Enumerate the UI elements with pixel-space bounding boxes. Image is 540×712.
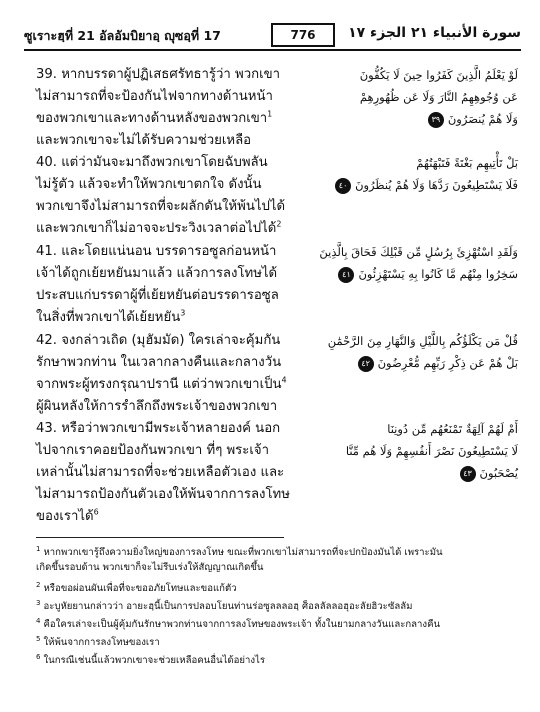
footnote-4 xyxy=(36,617,506,632)
verse-number: 43. xyxy=(36,421,57,436)
arabic-line: بَلْ هُمْ عَن ذِكْرِ رَبِّهِم مُّعْرِضُونَ xyxy=(377,356,518,370)
footnote-text: อะบูหัยยานกล่าวว่า อายะฮฺนี้เป็นการปลอบโยนท่านร่อซูลลลอฮฺ ศ็อลลัลลอฮุอะลัยฮิวะซัลลัม xyxy=(43,601,413,612)
verse-line: จงกล่าวเถิด (มุฮัมมัด) ใครเล่าจะคุ้มกัน xyxy=(61,333,281,348)
chapter-heading-arabic: سورة الأنبياء ٢١ الجزء ١٧ xyxy=(348,25,521,41)
verse-line: หรือว่าพวกเขามีพระเจ้าหลายองค์ นอก xyxy=(61,421,281,436)
verse-line: ผู้ผินหลังให้การรำลึกถึงพระเจ้าของพวกเขา xyxy=(36,399,278,414)
verse-line: พวกเขาจึงไม่สามารถที่จะผลักดันให้พ้นไปได้ xyxy=(36,199,286,214)
footnote-ref: 2 xyxy=(276,219,282,229)
arabic-line: لَوْ يَعْلَمُ الَّذِينَ كَفَرُوا حِينَ لَا يَكُفُّونَ xyxy=(359,68,518,82)
verse-number: 41. xyxy=(36,244,57,259)
footnote-6 xyxy=(36,653,506,668)
verse-line: ในสิ่งที่พวกเขาได้เย้ยหยัน xyxy=(36,310,181,325)
verse-40-arabic xyxy=(308,152,518,196)
verse-43-arabic xyxy=(308,418,518,484)
verse-line: ไม่รู้ตัว แล้วจะทำให้พวกเขาตกใจ ดังนั้น xyxy=(36,177,262,192)
footnote-text: เกิดขึ้นรอบด้าน พวกเขาก็จะไม่รีบเร่งให้สัญญาณเกิดขึ้น xyxy=(36,562,264,573)
footnote-separator xyxy=(36,537,284,538)
page-header xyxy=(24,23,521,49)
arabic-line: لَا يَسْتَطِيعُونَ نَصْرَ أَنفُسِهِمْ وَلَا هُم مِّنَّا xyxy=(345,444,518,458)
footnote-ref: 1 xyxy=(267,109,273,119)
verse-end-marker: ٤٢ xyxy=(358,356,374,372)
verse-line: แต่ว่ามันจะมาถึงพวกเขาโดยฉับพลัน xyxy=(61,155,268,170)
arabic-line: قُلْ مَن يَكْلَؤُكُم بِاللَّيْلِ وَالنَّهَارِ مِنَ الرَّحْمَٰنِ xyxy=(327,334,518,348)
footnote-ref: 6 xyxy=(93,507,99,517)
footnote-text: ในกรณีเช่นนี้แล้วพวกเขาจะช่วยเหลือคนอื่นได้อย่างไร xyxy=(43,655,265,666)
footnote-mark: 3 xyxy=(36,598,41,607)
footnote-3 xyxy=(36,599,506,614)
arabic-line: وَلَقَدِ اسْتُهْزِئَ بِرُسُلٍ مِّن قَبْلِكَ فَحَاقَ بِالَّذِينَ xyxy=(319,245,518,259)
footnote-2 xyxy=(36,581,506,596)
header-rule xyxy=(24,49,521,51)
verse-39-translation xyxy=(36,64,301,152)
verse-42-arabic xyxy=(308,330,518,374)
footnote-text: หากพวกเขารู้ถึงความยิ่งใหญ่ของการลงโทษ ขณะที่พวกเขาไม่สามารถที่จะปกป้องมันได้ เพราะมัน xyxy=(43,547,443,558)
footnote-text: คือใครเล่าจะเป็นผู้คุ้มกันรักษาพวกท่านจากการลงโทษของพระเจ้า ทั้งในยามกลางวันและกลางคืน xyxy=(43,619,441,630)
arabic-line: فَلَا يَسْتَطِيعُونَ رَدَّهَا وَلَا هُمْ يُنظَرُونَ xyxy=(355,178,518,192)
footnote-mark: 2 xyxy=(36,580,41,589)
verse-line: และโดยแน่นอน บรรดารอซูลก่อนหน้า xyxy=(61,244,277,259)
arabic-line: بَلْ تَأْتِيهِم بَغْتَةً فَتَبْهَتُهُمْ xyxy=(416,156,518,170)
verse-41-arabic xyxy=(308,241,518,285)
verse-line: ไม่สามารถป้องกันตัวเองให้พ้นจากการลงโทษ xyxy=(36,487,290,502)
footnote-ref: 3 xyxy=(180,308,186,318)
footnote-5 xyxy=(36,635,506,650)
verse-number: 39. xyxy=(36,67,57,82)
footnote-mark: 5 xyxy=(36,634,41,643)
verse-line: ไม่สามารถที่จะป้องกันไฟจากทางด้านหน้า xyxy=(36,89,273,104)
verse-end-marker: ٣٩ xyxy=(428,112,444,128)
arabic-line: عَن وُجُوهِهِمُ النَّارَ وَلَا عَن ظُهُورِهِمْ xyxy=(359,90,518,104)
verse-line: รักษาพวกท่าน ในเวลากลางคืนและกลางวัน xyxy=(36,355,282,370)
arabic-line: يُصْحَبُونَ xyxy=(479,466,518,480)
verse-line: ไปจากเราคอยป้องกันพวกเขา ที่ๆ พระเจ้า xyxy=(36,443,269,458)
chapter-heading-thai: ซูเราะฮฺที่ 21 อัลอัมบิยาอฺ ญุซอฺที่ 17 xyxy=(24,28,221,43)
verse-line: ของพวกเขาและทางด้านหลังของพวกเขา xyxy=(36,111,268,126)
verse-number: 42. xyxy=(36,333,57,348)
verse-40-translation xyxy=(36,152,301,240)
verse-number: 40. xyxy=(36,155,57,170)
page-number: 776 xyxy=(271,23,335,47)
footnote-ref: 4 xyxy=(281,375,287,385)
footnote-mark: 6 xyxy=(36,652,41,661)
footnote-1 xyxy=(36,545,506,575)
verse-end-marker: ٤١ xyxy=(338,267,354,283)
arabic-line: سَخِرُوا مِنْهُم مَّا كَانُوا بِهِ يَسْتَهْزِئُونَ xyxy=(358,267,518,281)
verse-41-translation xyxy=(36,241,301,329)
verse-line: เจ้าได้ถูกเย้ยหยันมาแล้ว แล้วการลงโทษได้ xyxy=(36,266,278,281)
verse-43-translation xyxy=(36,418,301,528)
footnote-mark: 1 xyxy=(36,544,41,553)
verse-line: ของเราได้ xyxy=(36,509,94,524)
verse-line: หากบรรดาผู้ปฏิเสธศรัทธารู้ว่า พวกเขา xyxy=(61,67,281,82)
verse-line: จากพระผู้ทรงกรุณาปรานี แต่ว่าพวกเขาเป็น xyxy=(36,377,282,392)
verse-line: ประสบแก่บรรดาผู้ที่เย้ยหยันต่อบรรดารอซูล xyxy=(36,288,279,303)
verse-end-marker: ٤٣ xyxy=(460,466,476,482)
footnote-text: หรือขอผ่อนผันเพื่อที่จะขออภัยโทษและขอแก้ตัว xyxy=(43,583,237,594)
verse-end-marker: ٤٠ xyxy=(335,178,351,194)
arabic-line: وَلَا هُمْ يُنصَرُونَ xyxy=(447,112,518,126)
verse-39-arabic xyxy=(308,64,518,130)
verse-42-translation xyxy=(36,330,301,418)
footnote-text: ให้พ้นจากการลงโทษของเรา xyxy=(43,637,160,648)
footnote-mark: 4 xyxy=(36,616,41,625)
arabic-line: أَمْ لَهُمْ آلِهَةٌ تَمْنَعُهُم مِّن دُونِنَا xyxy=(387,422,518,436)
verse-line: และพวกเขาก็ไม่อาจจะประวิงเวลาต่อไปได้ xyxy=(36,221,277,236)
verse-line: เหล่านั้นไม่สามารถที่จะช่วยเหลือตัวเอง และ xyxy=(36,465,285,480)
verse-line: และพวกเขาจะไม่ได้รับความช่วยเหลือ xyxy=(36,133,252,148)
